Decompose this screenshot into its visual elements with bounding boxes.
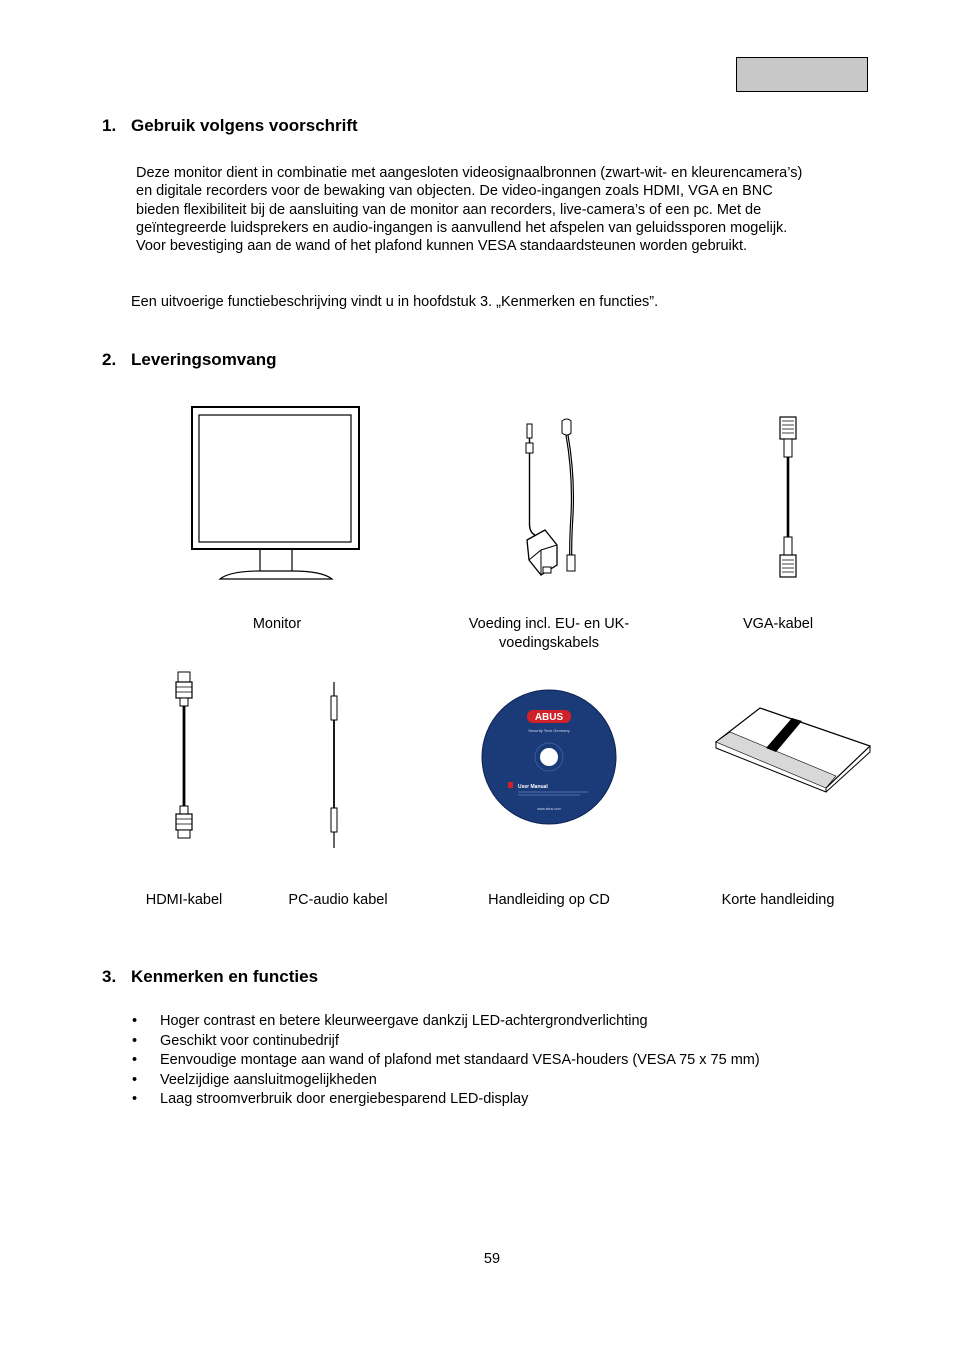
item-label-power-supply	[429, 615, 669, 653]
item-label-cd	[459, 891, 639, 910]
label-line: VGA-kabel	[742, 616, 814, 632]
list-item: • Geschikt voor continubedrijf	[130, 1032, 890, 1052]
hdmi-cable-icon	[173, 670, 197, 840]
section-1-heading	[102, 116, 358, 136]
label-line: Handleiding op CD	[488, 892, 610, 908]
label-line: Voeding incl. EU- en UK-	[468, 616, 630, 632]
item-label-audio-cable	[268, 891, 408, 910]
cd-title: User Manual	[518, 784, 548, 790]
vga-cable-icon	[776, 415, 802, 580]
item-label-booklet	[698, 891, 858, 910]
label-line: voedingskabels	[499, 635, 599, 651]
paragraph-line: en digitale recorders voor de bewaking van objecten. De video-ingangen zoals HDMI, VGA en BNC	[136, 183, 773, 200]
section-3-heading	[102, 967, 318, 987]
booklet-icon	[712, 700, 876, 794]
chapter-reference: Een uitvoerige functiebeschrijving vindt u in hoofdstuk 3. „Kenmerken en functies”.	[131, 294, 659, 310]
section-number: 3.	[102, 967, 117, 986]
list-item: • Eenvoudige montage aan wand of plafond met standaard VESA-houders (VESA 75 x 75 mm)	[130, 1051, 890, 1071]
label-line: Monitor	[252, 616, 302, 632]
list-item: • Hoger contrast en betere kleurweergave dankzij LED-achtergrondverlichting	[130, 1012, 890, 1032]
cd-icon	[480, 688, 620, 828]
cd-brand: ABUS	[534, 712, 564, 723]
item-label-hdmi-cable	[124, 891, 244, 910]
section-title: Leveringsomvang	[131, 350, 277, 369]
cd-website: www.abus.com	[537, 807, 561, 811]
paragraph-line: Voor bevestiging aan de wand of het plafond kunnen VESA standaardsteunen worden gebruikt.	[136, 238, 748, 255]
section-1-paragraph	[136, 164, 896, 255]
power-supply-icon	[515, 415, 585, 580]
item-label-vga-cable	[718, 615, 838, 634]
section-number: 1.	[102, 116, 117, 135]
features-list	[130, 1012, 890, 1110]
paragraph-line: Deze monitor dient in combinatie met aangesloten videosignaalbronnen (zwart-wit- en kleurencamera’s)	[136, 165, 803, 181]
label-line: Korte handleiding	[721, 892, 835, 908]
list-item: • Veelzijdige aansluitmogelijkheden	[130, 1071, 890, 1091]
section-title: Kenmerken en functies	[131, 967, 319, 986]
language-tab	[736, 57, 868, 92]
item-label-monitor	[197, 615, 357, 634]
label-line: HDMI-kabel	[145, 892, 223, 908]
paragraph-line: geïntegreerde luidsprekers en audio-ingangen is aanvullend het afspelen van geluidssporen mogelijk.	[136, 219, 788, 236]
cd-tagline: Security Tech Germany	[528, 728, 570, 733]
page-number: 59	[483, 1251, 501, 1267]
section-number: 2.	[102, 350, 117, 369]
section-2-heading	[102, 350, 277, 370]
section-title: Gebruik volgens voorschrift	[131, 116, 358, 135]
label-line: PC-audio kabel	[288, 892, 388, 908]
list-item: • Laag stroomverbruik door energiebesparend LED-display	[130, 1090, 890, 1110]
monitor-icon	[190, 405, 365, 585]
paragraph-line: bieden flexibiliteit bij de aansluiting van de monitor aan recorders, live-camera’s of een pc. Met de	[136, 201, 762, 218]
audio-cable-icon	[326, 680, 342, 852]
